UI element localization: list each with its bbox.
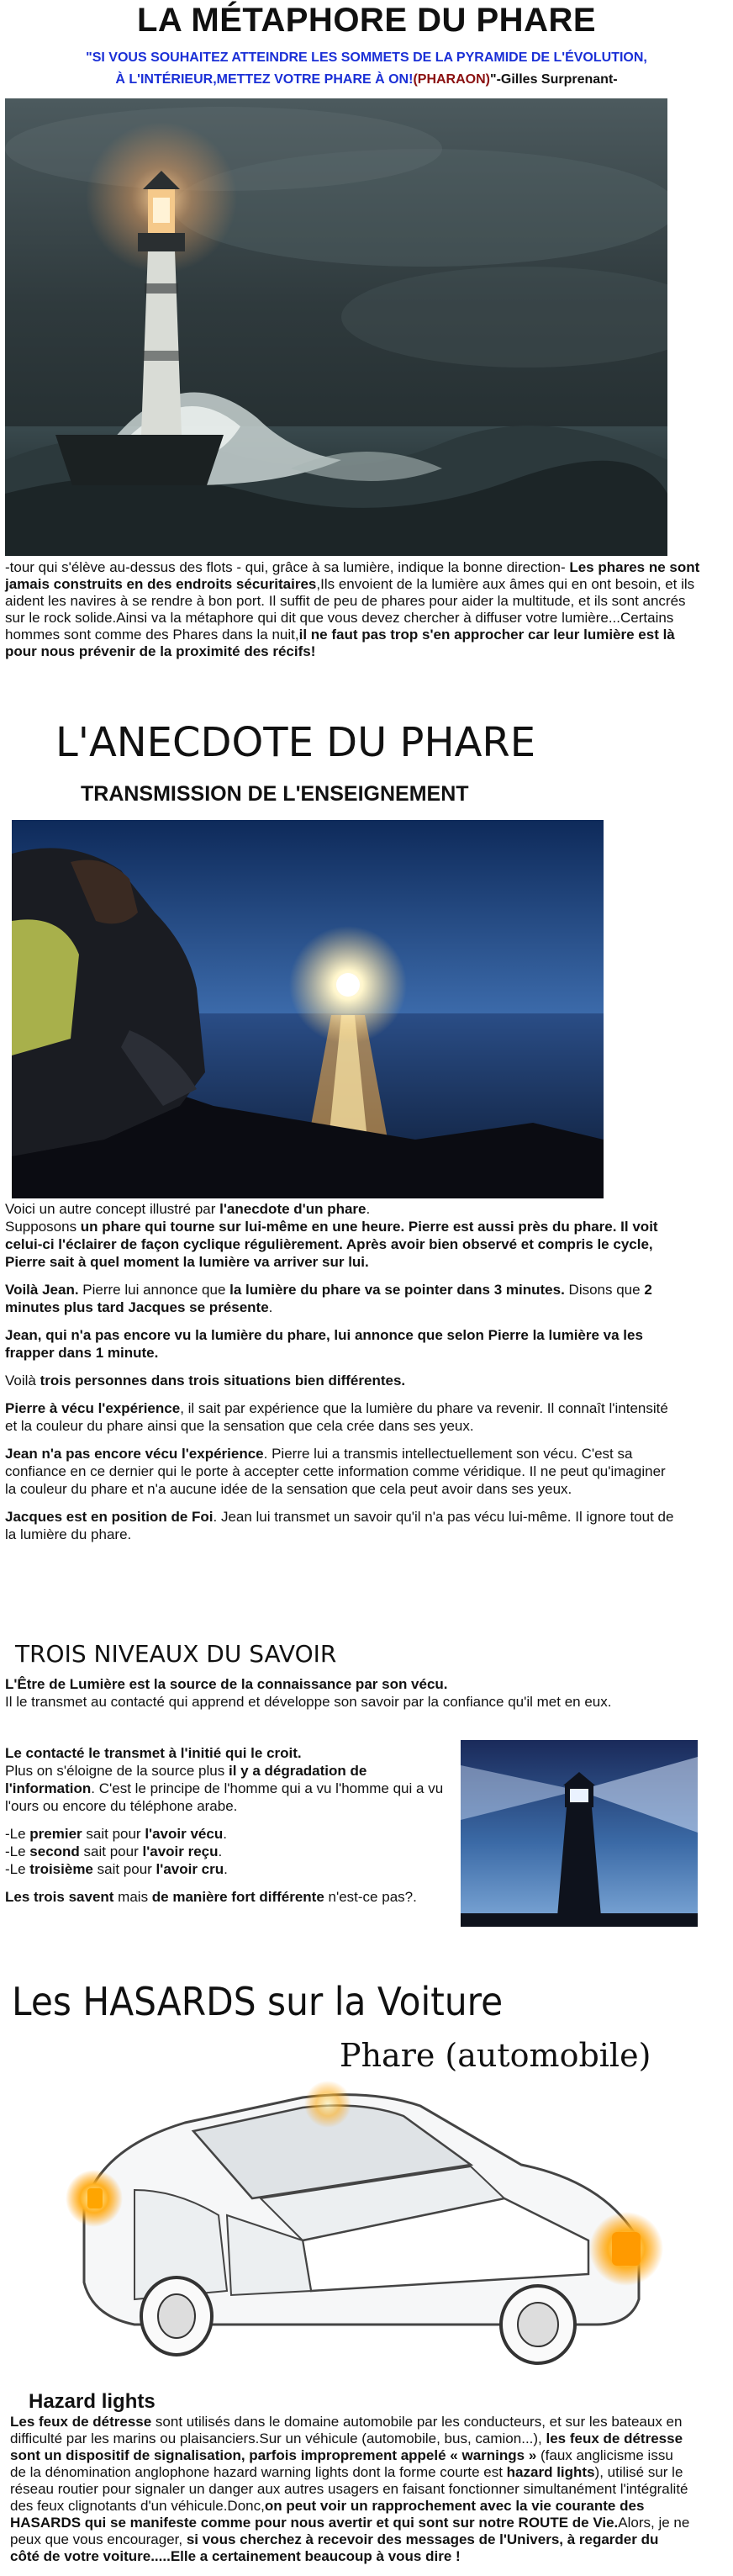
anecdote-paragraph-2: [5, 1281, 678, 1316]
lighthouse-storm-image: [5, 98, 667, 556]
level-3-line: -Le troisième sait pour l'avoir cru.: [5, 1861, 228, 1877]
p1-text-1: Voici un autre concept illustré par: [5, 1201, 220, 1217]
has-bold-3: hazard lights: [506, 2464, 595, 2480]
niveaux-intro: [5, 1675, 678, 1721]
p5-text-1: , il sait par expérience que la lumière du phare va revenir. Il connaît l'intensité et la couleur du phare ainsi que la sensation que cela crée dans ses yeux.: [5, 1400, 668, 1434]
quote-line-1: "SI VOUS SOUHAITEZ ATTEINDRE LES SOMMETS DE LA PYRAMIDE DE L'ÉVOLUTION,: [86, 50, 647, 65]
niv-p4-text-2: n'est-ce pas?.: [324, 1889, 417, 1905]
niv-p4-bold-2: de manière fort différente: [151, 1889, 324, 1905]
car-hazard-lights-illustration: [50, 2072, 689, 2375]
has-text-4: Alors, je ne peux que vous encourager,: [10, 2515, 690, 2547]
niv-p2-text-2: . C'est le principe de l'homme qui a vu l'homme qui a vu l'ours ou encore du téléphone arabe.: [5, 1780, 444, 1814]
niv-p2-bold-2: il y a dégradation de l'information: [5, 1763, 367, 1796]
intro-text-1: -tour qui s'élève au-dessus des flots - qui, grâce à sa lumière, indique la bonne direction-: [5, 559, 570, 575]
p2-bold-1: Voilà Jean.: [5, 1282, 79, 1298]
niveaux-paragraph-2: [5, 1744, 459, 1815]
anecdote-paragraph-7: [5, 1508, 678, 1543]
niveaux-title: TROIS NIVEAUX DU SAVOIR: [15, 1640, 337, 1668]
p3-bold-1: Jean, qui n'a pas encore vu la lumière du phare, lui annonce que selon Pierre la lumière va les frapper dans 1 minute.: [5, 1327, 643, 1361]
hasards-body: [10, 2414, 691, 2565]
p2-bold-3: 2 minutes plus tard Jacques se présente: [5, 1282, 652, 1315]
p7-bold-1: Jacques est en position de Foi: [5, 1509, 214, 1525]
p2-bold-2: la lumière du phare va se pointer dans 3 minutes.: [229, 1282, 565, 1298]
has-bold-1: Les feux de détresse: [10, 2414, 152, 2430]
niv-p1-text: Il le transmet au contacté qui apprend et développe son savoir par la confiance qu'il met en eux.: [5, 1694, 612, 1710]
hasards-title: Les HASARDS sur la Voiture: [12, 1979, 504, 2024]
p5-bold-1: Pierre à vécu l'expérience: [5, 1400, 181, 1416]
niveaux-paragraph-4: [5, 1888, 459, 1906]
has-bold-2: les feux de détresse sont un dispositif de signalisation, parfois improprement appelé « warnings »: [10, 2431, 683, 2463]
anecdote-paragraph-4: [5, 1372, 678, 1389]
quote-part-b: (PHARAON): [413, 72, 490, 87]
niveaux-paragraph-1: [5, 1675, 678, 1711]
anecdote-title: L'ANECDOTE DU PHARE: [55, 719, 536, 766]
has-bold-5: si vous cherchez à recevoir des messages de l'Univers, à regarder du côté de votre voiture.....Elle a certainement beaucoup à vous dire !: [10, 2531, 659, 2564]
epigraph-quote: [0, 47, 733, 91]
lighthouse-sunset-image: [12, 820, 604, 1198]
level-2-line: -Le second sait pour l'avoir reçu.: [5, 1843, 223, 1859]
level-1-line: -Le premier sait pour l'avoir vécu.: [5, 1826, 227, 1842]
niv-p4-text-1: mais: [113, 1889, 152, 1905]
niv-p2-bold-1: Le contacté le transmet à l'initié qui le croit.: [5, 1745, 302, 1761]
p1-bold-2: un phare qui tourne sur lui-même en une heure. Pierre est aussi près du phare. Il voit celui-ci l'éclairer de façon cyclique régulièrement. Après avoir bien observé et compris le cycle, Pierre sait à quel moment la lumière va arriver sur lui.: [5, 1219, 658, 1270]
niveaux-body: [5, 1744, 459, 1916]
hazard-lights-label: Hazard lights: [29, 2390, 156, 2413]
anecdote-paragraph-3: [5, 1326, 678, 1362]
hasards-subtitle: Phare (automobile): [340, 2037, 651, 2074]
p6-text-1: . Pierre lui a transmis intellectuellement son vécu. C'est sa confiance en ce dernier qui le porte à accepter cette information comme véridique. Il ne peut qu'imaginer la couleur du phare et n'a aucune idée de la sensation que cela peut avoir dans ses yeux.: [5, 1446, 666, 1497]
p4-text-1: Voilà: [5, 1373, 40, 1389]
p7-text-1: . Jean lui transmet un savoir qu'il n'a pas vécu lui-même. Il ignore tout de la lumière du phare.: [5, 1509, 674, 1542]
p2-text-3: .: [268, 1299, 273, 1315]
intro-bold-2: il ne faut pas trop s'en approcher car leur lumière est là pour nous prévenir de la proximité des récifs!: [5, 627, 675, 659]
p1-text-3: Supposons: [5, 1219, 81, 1235]
p2-text-2: Disons que: [564, 1282, 645, 1298]
anecdote-body: [5, 1200, 678, 1553]
quote-author: "-Gilles Surprenant-: [489, 72, 618, 87]
niveaux-list: [5, 1825, 459, 1878]
niv-p4-bold-1: Les trois savent: [5, 1889, 114, 1905]
intro-text-2: ,Ils envoient de la lumière aux âmes qui en ont besoin, et ils aident les navires à se rendre à bon port. Il suffit de peu de phares pour aider la multitude, et ils sont ancrés sur le rock solide.Ainsi va la métaphore qui dit que vous devez chercher à diffuser votre lumière...Certains hommes sont comme des Phares dans la nuit,: [5, 576, 695, 643]
anecdote-paragraph-6: [5, 1445, 678, 1498]
anecdote-paragraph-1: [5, 1200, 678, 1271]
p2-text-1: Pierre lui annonce que: [78, 1282, 230, 1298]
quote-part-a: À L'INTÉRIEUR,METTEZ VOTRE PHARE À ON!: [115, 72, 414, 87]
anecdote-subtitle: TRANSMISSION DE L'ENSEIGNEMENT: [81, 782, 469, 806]
p6-bold-1: Jean n'a pas encore vécu l'expérience: [5, 1446, 264, 1462]
quote-line-2: [0, 69, 733, 91]
intro-bold-1: Les phares ne sont jamais construits en des endroits sécuritaires: [5, 559, 700, 592]
has-text-1: sont utilisés dans le domaine automobile par les conducteurs, et sur les bateaux en difficulté par les marins ou plaisanciers.Sur un véhicule (automobile, bus, camion...),: [10, 2414, 683, 2446]
niv-p1-bold: L'Être de Lumière est la source de la connaissance par son vécu.: [5, 1676, 448, 1692]
p4-bold-1: trois personnes dans trois situations bien différentes.: [40, 1373, 406, 1389]
intro-paragraph: [5, 559, 701, 660]
p1-text-2: .: [366, 1201, 371, 1217]
has-text-2: (faux anglicisme issu de la dénomination anglophone hazard warning lights dont la forme courte est: [10, 2447, 673, 2480]
has-bold-4: on peut voir un rapprochement avec la vie courante des HASARDS qui se manifeste comme pour nous avertir et qui sont sur notre ROUTE de Vie.: [10, 2498, 645, 2531]
page-title: LA MÉTAPHORE DU PHARE: [136, 2, 597, 39]
niv-p2-text-1: Plus on s'éloigne de la source plus: [5, 1763, 229, 1779]
lighthouse-beam-image: [461, 1740, 698, 1927]
has-text-3: ), utilisé sur le réseau routier pour signaler un danger aux autres usagers en faisant fonctionner simultanément l'intégralité des feux clignotants d'un véhicule.Donc,: [10, 2464, 688, 2514]
anecdote-paragraph-5: [5, 1399, 678, 1435]
p1-bold-1: l'anecdote d'un phare: [219, 1201, 366, 1217]
